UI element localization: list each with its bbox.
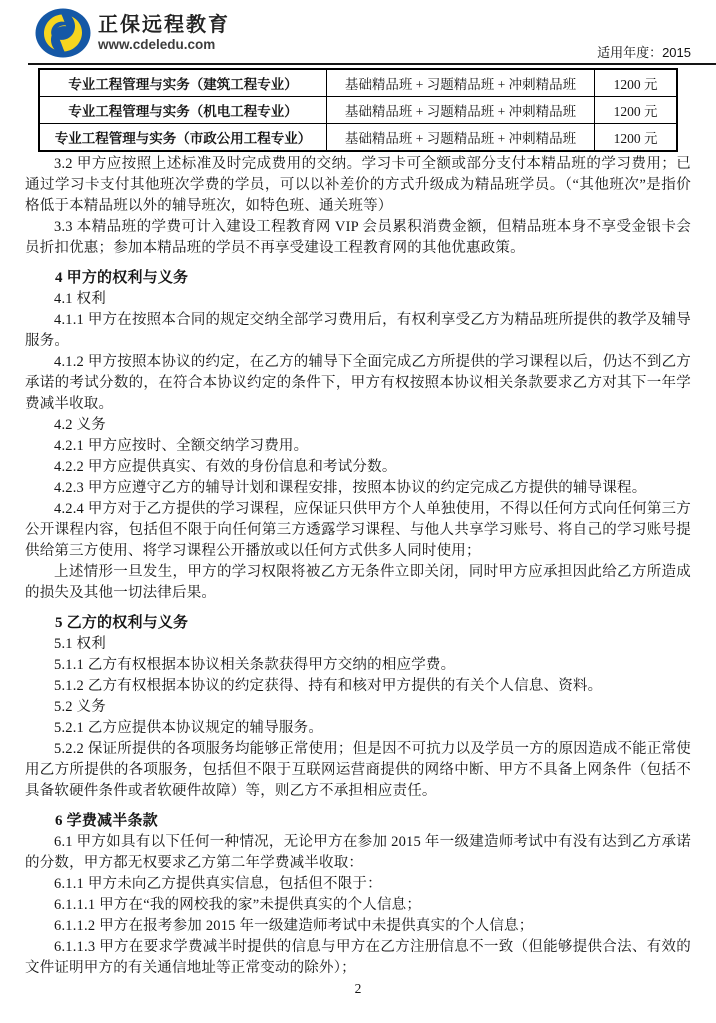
clause-paragraph: 5.1.1 乙方有权根据本协议相关条款获得甲方交纳的相应学费。 <box>54 657 456 673</box>
section-heading: 4 甲方的权利与义务 <box>55 270 189 286</box>
clause-paragraph: 6.1.1 甲方未向乙方提供真实信息，包括但不限于： <box>54 876 382 892</box>
page-header <box>35 8 691 63</box>
section-heading: 5 乙方的权利与义务 <box>55 615 189 631</box>
clause-paragraph: 5.2.1 乙方应提供本协议规定的辅导服务。 <box>54 720 324 736</box>
table-row <box>39 97 677 124</box>
document-body <box>25 154 691 979</box>
header-divider <box>28 63 716 65</box>
table-row <box>39 124 677 152</box>
brand-logo-icon <box>35 8 91 58</box>
clause-paragraph: 5.2.2 保证所提供的各项服务均能够正常使用；但是因不可抗力以及学员一方的原因造成不能正常使用乙方所提供的各项服务，包括但不限于互联网运营商提供的网络中断、甲方不具备上网条件（包括不具备软硬件条件或者软硬件故障）等，则乙方不承担相应责任。 <box>25 741 691 799</box>
clause-paragraph: 5.1.2 乙方有权根据本协议的约定获得、持有和核对甲方提供的有关个人信息、资料。 <box>54 678 603 694</box>
cell-price: 1200 元 <box>595 124 678 152</box>
brand-website: www.cdeledu.com <box>98 37 216 52</box>
clause-paragraph: 4.2.1 甲方应按时、全额交纳学习费用。 <box>54 438 309 454</box>
section-heading: 6 学费减半条款 <box>55 813 158 829</box>
brand-logo <box>35 8 691 58</box>
clause-paragraph: 4.1.1 甲方在按照本合同的规定交纳全部学习费用后，有权利享受乙方为精品班所提供的教学及辅导服务。 <box>25 312 691 349</box>
clause-paragraph: 4.1 权利 <box>54 291 106 307</box>
table-row <box>39 69 677 97</box>
clause-paragraph: 4.2.4 甲方对于乙方提供的学习课程，应保证只供甲方个人单独使用，不得以任何方式向任何第三方公开课程内容，包括但不限于向任何第三方透露学习课程、与他人共享学习账号、将自己的学习账号提供给第三方使用、将学习课程公开播放或以任何方式供多人同时使用； <box>25 501 691 559</box>
clause-paragraph: 3.2 甲方应按照上述标准及时完成费用的交纳。学习卡可全额或部分支付本精品班的学习费用；已通过学习卡支付其他班次学费的学员，可以以补差价的方式升级成为精品班学员。（“其他班次”是指价格低于本精品班以外的辅导班次，如特色班、通关班等） <box>25 156 691 214</box>
brand-text-block <box>98 13 230 53</box>
pricing-table <box>38 68 678 152</box>
clause-paragraph: 6.1.1.1 甲方在“我的网校我的家”未提供真实的个人信息； <box>54 897 422 913</box>
cell-package: 基础精品班 + 习题精品班 + 冲刺精品班 <box>327 124 595 152</box>
pricing-table-body <box>39 69 677 151</box>
cell-package: 基础精品班 + 习题精品班 + 冲刺精品班 <box>327 69 595 97</box>
clause-paragraph: 5.1 权利 <box>54 636 106 652</box>
clause-paragraph: 4.2.2 甲方应提供真实、有效的身份信息和考试分数。 <box>54 459 397 475</box>
clause-paragraph: 上述情形一旦发生，甲方的学习权限将被乙方无条件立即关闭，同时甲方应承担因此给乙方所造成的损失及其他一切法律后果。 <box>25 564 691 601</box>
clause-paragraph: 4.2.3 甲方应遵守乙方的辅导计划和课程安排，按照本协议的约定完成乙方提供的辅导课程。 <box>54 480 647 496</box>
clause-paragraph: 6.1.1.2 甲方在报考参加 2015 年一级建造师考试中未提供真实的个人信息； <box>54 918 534 934</box>
cell-subject: 专业工程管理与实务（建筑工程专业） <box>39 69 327 97</box>
brand-name: 正保远程教育 <box>98 14 230 36</box>
cell-package: 基础精品班 + 习题精品班 + 冲刺精品班 <box>327 97 595 124</box>
page-number: 2 <box>354 981 362 996</box>
clause-paragraph: 3.3 本精品班的学费可计入建设工程教育网 VIP 会员累积消费金额，但精品班本身不享受金银卡会员折扣优惠；参加本精品班的学员不再享受建设工程教育网的其他优惠政策。 <box>25 219 691 256</box>
cell-price: 1200 元 <box>595 69 678 97</box>
applicable-year-label: 适用年度：2015 <box>597 45 691 60</box>
clause-paragraph: 5.2 义务 <box>54 699 106 715</box>
clause-paragraph: 6.1.1.3 甲方在要求学费减半时提供的信息与甲方在乙方注册信息不一致（但能够提供合法、有效的文件证明甲方的有关通信地址等正常变动的除外）； <box>25 939 691 976</box>
clause-paragraph: 4.2 义务 <box>54 417 106 433</box>
cell-subject: 专业工程管理与实务（机电工程专业） <box>39 97 327 124</box>
clause-paragraph: 4.1.2 甲方按照本协议的约定，在乙方的辅导下全面完成乙方所提供的学习课程以后，仍达不到乙方承诺的考试分数的，在符合本协议约定的条件下，甲方有权按照本协议相关条款要求乙方对其下一年学费减半收取。 <box>25 354 691 412</box>
cell-price: 1200 元 <box>595 97 678 124</box>
clause-paragraph: 6.1 甲方如具有以下任何一种情况，无论甲方在参加 2015 年一级建造师考试中有没有达到乙方承诺的分数，甲方都无权要求乙方第二年学费减半收取： <box>25 834 691 871</box>
cell-subject: 专业工程管理与实务（市政公用工程专业） <box>39 124 327 152</box>
document-content <box>25 68 691 979</box>
